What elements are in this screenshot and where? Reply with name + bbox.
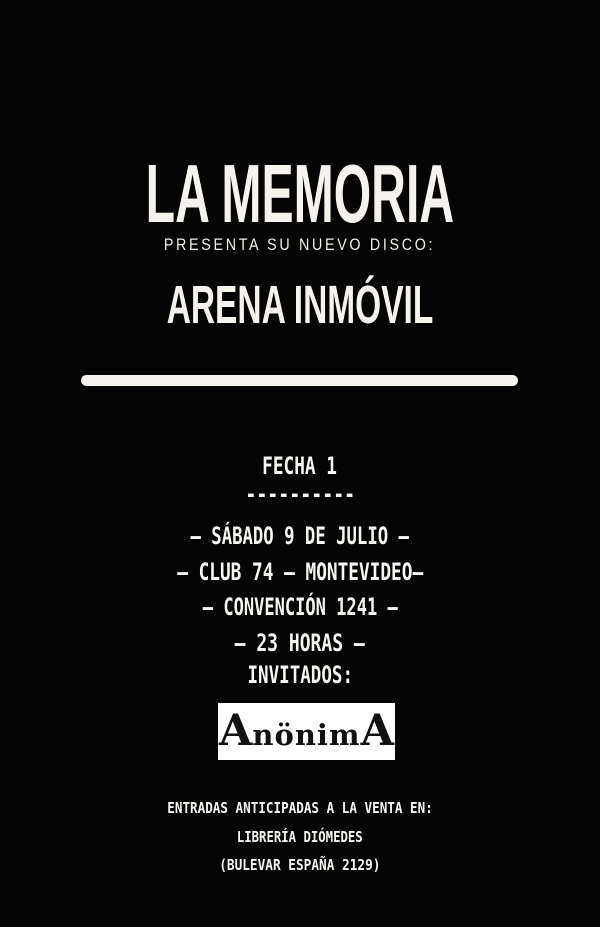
subtitle: PRESENTA SU NUEVO DISCO: [164,235,436,254]
footer-store-row [0,830,600,846]
guest-logo-last-letter: A [360,706,394,756]
dash-separator-row [0,482,600,506]
detail-time-row [0,631,600,655]
footer-store-address-row [0,858,600,874]
section-header: FECHA 1 [262,452,338,480]
divider-bar [81,375,518,386]
footer-store-name: LIBRERÍA DIÓMEDES [237,828,363,846]
guest-band-logo-text [219,706,394,756]
detail-guests-label: INVITADOS: [247,661,353,689]
guest-logo-first-letter: A [219,706,253,756]
detail-guests-label-row [0,663,600,687]
detail-venue-row [0,560,600,584]
album-title-row [0,275,600,335]
detail-address-row [0,595,600,619]
dash-separator: ---------- [245,480,355,508]
subtitle-row [0,236,600,254]
band-name: LA MEMORIA [145,147,455,240]
detail-time: – 23 HORAS – [234,629,366,657]
guest-band-logo [218,703,395,760]
band-name-row [0,147,600,240]
guest-logo-middle-letters: nönim [252,718,361,752]
album-title: ARENA INMÓVIL [166,275,434,335]
footer-store-address: (BULEVAR ESPAÑA 2129) [219,856,381,874]
footer-tickets-label: ENTRADAS ANTICIPADAS A LA VENTA EN: [167,799,433,817]
section-header-row [0,454,600,478]
detail-date-row [0,524,600,548]
detail-address: – CONVENCIÓN 1241 – [202,593,398,621]
footer-tickets-row [0,801,600,817]
detail-venue: – CLUB 74 – MONTEVIDEO– [177,558,423,586]
detail-date: – SÁBADO 9 DE JULIO – [190,522,410,550]
